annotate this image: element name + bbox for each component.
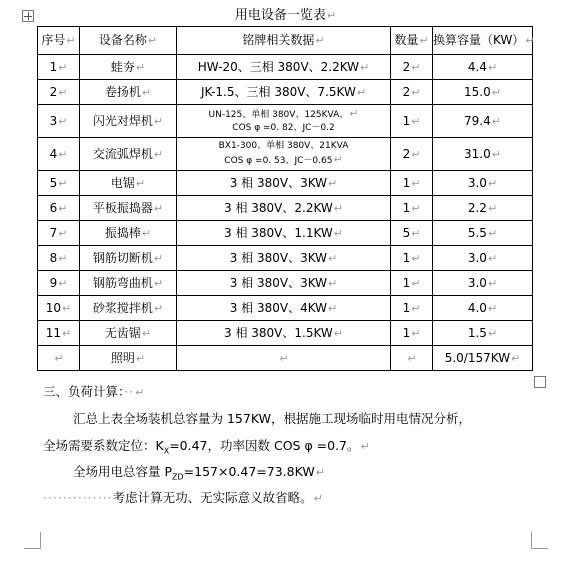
cell-no: 3↵ xyxy=(38,105,80,138)
paragraph-line: 全场用电总容量 $P_{ZD}=157\times 0.47=73.8KW↵$ xyxy=(73,464,325,482)
table-resize-handle[interactable] xyxy=(534,376,546,388)
cell-capacity: 3.0↵ xyxy=(433,246,533,271)
page-corner-bottom-right xyxy=(531,532,548,549)
cell-name: 平板振捣器↵ xyxy=(80,196,177,221)
table-header-row xyxy=(38,27,533,55)
cell-no: 6↵ xyxy=(38,196,80,221)
cell-no: 1↵ xyxy=(38,55,80,80)
table-row xyxy=(38,346,533,371)
cell-spec: 3 相 380V、1.1KW↵ xyxy=(177,221,391,246)
cell-capacity: 31.0↵ xyxy=(433,138,533,171)
cell-no: 4↵ xyxy=(38,138,80,171)
cell-qty: 1↵ xyxy=(391,246,433,271)
cell-no: 9↵ xyxy=(38,271,80,296)
cell-capacity: 5.5↵ xyxy=(433,221,533,246)
table-row xyxy=(38,105,533,138)
cell-spec: 3 相 380V、3KW↵ xyxy=(177,246,391,271)
paragraph-line: ··············考虑计算无功、无实际意义故省略。↵ xyxy=(43,490,323,505)
cell-qty: 1↵ xyxy=(391,296,433,321)
spec-line-1: BX1-300、单相 380V、21KVA xyxy=(218,141,349,151)
table-row xyxy=(38,321,533,346)
table-title: 用电设备一览表↵ xyxy=(234,8,337,23)
cell-name: 蛙夯↵ xyxy=(80,55,177,80)
cell-spec xyxy=(177,105,391,138)
cell-qty: 1↵ xyxy=(391,105,433,138)
cell-no: 5↵ xyxy=(38,171,80,196)
cell-name: 交流弧焊机↵ xyxy=(80,138,177,171)
cell-capacity: 5.0/157KW↵ xyxy=(433,346,533,371)
cell-name: 电锯↵ xyxy=(80,171,177,196)
cell-qty: 5↵ xyxy=(391,221,433,246)
cell-spec: 3 相 380V、3KW↵ xyxy=(177,171,391,196)
paragraph-line: 全场需要系数定位：$K_X=0.47$，功率因数 COS φ =0.7。↵ xyxy=(43,438,370,456)
cell-spec: 3 相 380V、4KW↵ xyxy=(177,296,391,321)
cell-name: 闪光对焊机↵ xyxy=(80,105,177,138)
table-row xyxy=(38,246,533,271)
spec-line-2: COS φ =0. 53、JC－0.65↵ xyxy=(224,153,343,166)
table-row xyxy=(38,55,533,80)
cell-name: 钢筋弯曲机↵ xyxy=(80,271,177,296)
cell-qty: 1↵ xyxy=(391,196,433,221)
cell-capacity: 15.0↵ xyxy=(433,80,533,105)
table-row xyxy=(38,196,533,221)
table-row xyxy=(38,171,533,196)
cell-capacity: 3.0↵ xyxy=(433,271,533,296)
cell-spec: HW-20、三相 380V、2.2KW↵ xyxy=(177,55,391,80)
cell-capacity: 2.2↵ xyxy=(433,196,533,221)
cell-name: 无齿锯↵ xyxy=(80,321,177,346)
cell-name: 照明↵ xyxy=(80,346,177,371)
cell-no: 8↵ xyxy=(38,246,80,271)
cell-spec: 3 相 380V、2.2KW↵ xyxy=(177,196,391,221)
table-row xyxy=(38,80,533,105)
header-capacity: 换算容量（KW）↵ xyxy=(433,27,533,55)
spec-line-2: COS φ =0. 82、JC－0.2 xyxy=(232,123,335,133)
section-heading: 三、负荷计算：··↵ xyxy=(43,384,145,399)
cell-no: 7↵ xyxy=(38,221,80,246)
cell-spec: 3 相 380V、3KW↵ xyxy=(177,271,391,296)
cell-no: ↵ xyxy=(38,346,80,371)
cell-qty: 1↵ xyxy=(391,321,433,346)
leader-dots: ·············· xyxy=(43,490,113,505)
cell-no: 10↵ xyxy=(38,296,80,321)
page-corner-bottom-left xyxy=(24,532,41,549)
cell-qty: 1↵ xyxy=(391,271,433,296)
cell-name: 钢筋切断机↵ xyxy=(80,246,177,271)
cell-no: 2↵ xyxy=(38,80,80,105)
cell-qty: 1↵ xyxy=(391,171,433,196)
header-spec: 铭牌相关数据↵ xyxy=(177,27,391,55)
header-name: 设备名称↵ xyxy=(80,27,177,55)
leader-dots: ·· xyxy=(124,384,135,399)
paragraph-line: 汇总上表全场装机总容量为 157KW，根据施工现场临时用电情况分析， xyxy=(73,411,471,426)
cell-spec: 3 相 380V、1.5KW↵ xyxy=(177,321,391,346)
cell-spec: ↵ xyxy=(177,346,391,371)
cell-capacity: 4.4↵ xyxy=(433,55,533,80)
table-row xyxy=(38,271,533,296)
cell-qty: 2↵ xyxy=(391,55,433,80)
cell-qty: 2↵ xyxy=(391,138,433,171)
equipment-table xyxy=(37,26,533,371)
header-qty: 数量↵ xyxy=(391,27,433,55)
cell-capacity: 1.5↵ xyxy=(433,321,533,346)
cell-no: 11↵ xyxy=(38,321,80,346)
table-row xyxy=(38,296,533,321)
cell-spec: JK-1.5、三相 380V、7.5KW↵ xyxy=(177,80,391,105)
spec-line-1: UN-125、单相 380V、125KVA、↵ xyxy=(208,107,359,120)
cell-spec xyxy=(177,138,391,171)
cell-qty: ↵ xyxy=(391,346,433,371)
header-no: 序号↵ xyxy=(38,27,80,55)
cell-capacity: 79.4↵ xyxy=(433,105,533,138)
table-row xyxy=(38,221,533,246)
cell-capacity: 4.0↵ xyxy=(433,296,533,321)
cell-name: 砂浆搅拌机↵ xyxy=(80,296,177,321)
cell-name: 振捣棒↵ xyxy=(80,221,177,246)
cell-name: 卷扬机↵ xyxy=(80,80,177,105)
table-row xyxy=(38,138,533,171)
cell-qty: 2↵ xyxy=(391,80,433,105)
cell-capacity: 3.0↵ xyxy=(433,171,533,196)
